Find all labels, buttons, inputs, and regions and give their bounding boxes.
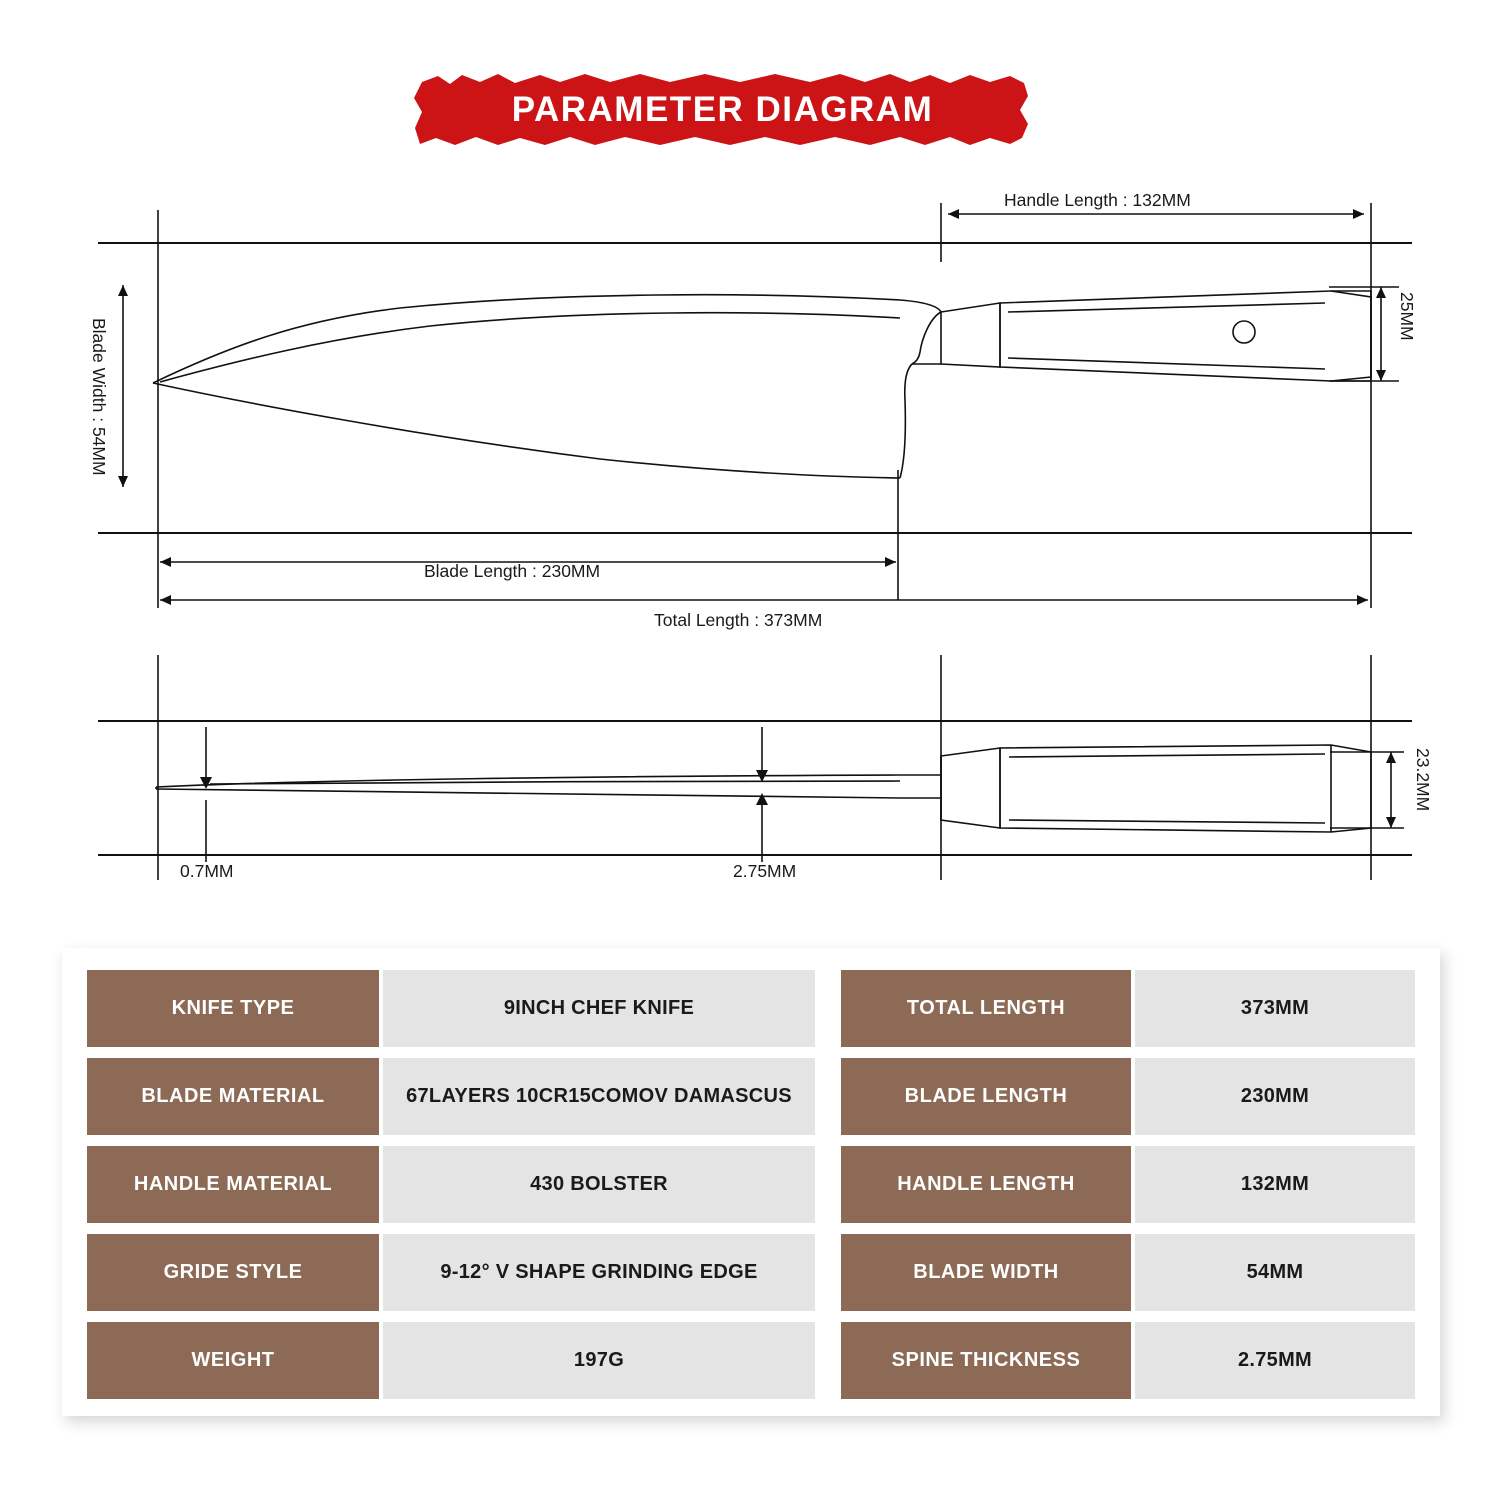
table-row [841, 1146, 1415, 1223]
spec-table [87, 970, 1415, 1399]
spec-value: 9-12° V SHAPE GRINDING EDGE [383, 1234, 815, 1311]
spec-key: BLADE MATERIAL [87, 1058, 379, 1135]
spec-column-left [87, 970, 815, 1399]
handle-length-label: Handle Length : 132MM [1004, 190, 1191, 210]
handle-thickness-label: 23.2MM [1413, 748, 1433, 812]
table-row [87, 1058, 815, 1135]
handle-height-label: 25MM [1397, 292, 1417, 341]
spec-key: BLADE WIDTH [841, 1234, 1131, 1311]
spec-value: 9INCH CHEF KNIFE [383, 970, 815, 1047]
spec-key: GRIDE STYLE [87, 1234, 379, 1311]
spec-table-card [62, 948, 1440, 1416]
spec-value: 230MM [1135, 1058, 1415, 1135]
table-row [87, 1146, 815, 1223]
spec-column-right [841, 970, 1415, 1399]
spec-key: KNIFE TYPE [87, 970, 379, 1047]
spec-value: 132MM [1135, 1146, 1415, 1223]
table-row [87, 970, 815, 1047]
spec-key: WEIGHT [87, 1322, 379, 1399]
spec-key: SPINE THICKNESS [841, 1322, 1131, 1399]
spec-key: HANDLE LENGTH [841, 1146, 1131, 1223]
spec-value: 2.75MM [1135, 1322, 1415, 1399]
tip-thickness-label: 0.7MM [180, 861, 234, 881]
table-row [841, 1058, 1415, 1135]
spec-value: 430 BOLSTER [383, 1146, 815, 1223]
spec-value: 373MM [1135, 970, 1415, 1047]
spec-key: BLADE LENGTH [841, 1058, 1131, 1135]
blade-length-label: Blade Length : 230MM [424, 561, 601, 581]
spec-value: 67LAYERS 10CR15COMOV DAMASCUS [383, 1058, 815, 1135]
spec-key: HANDLE MATERIAL [87, 1146, 379, 1223]
spec-value: 54MM [1135, 1234, 1415, 1311]
page-title: PARAMETER DIAGRAM [511, 90, 934, 129]
page-title-banner [410, 68, 1035, 152]
table-row [87, 1322, 815, 1399]
spec-key: TOTAL LENGTH [841, 970, 1131, 1047]
blade-width-label: Blade Width : 54MM [89, 318, 109, 476]
spine-thickness-label: 2.75MM [733, 861, 797, 881]
table-row [841, 970, 1415, 1047]
table-row [841, 1234, 1415, 1311]
table-row [87, 1234, 815, 1311]
table-row [841, 1322, 1415, 1399]
total-length-label: Total Length : 373MM [654, 610, 823, 630]
spec-value: 197G [383, 1322, 815, 1399]
